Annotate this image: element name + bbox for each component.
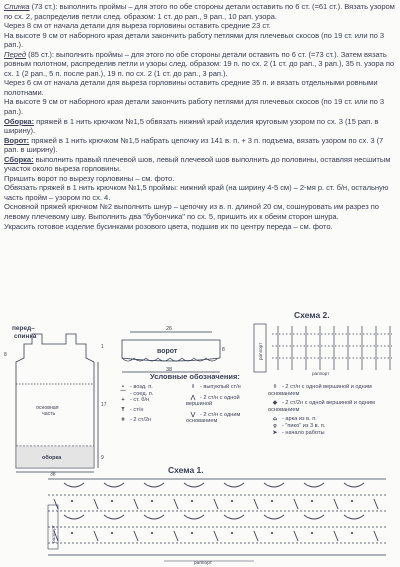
paragraph-text: (85 ст.): выполнить проймы – для этого по обе стороны детали оставить по 6 ст. (=73 ст.). Затем вязать ровным полотном, распределив петли и узоры след. образом: 19 п. по сх. 2 (1 ст. до рап., 3 рап.), 35 п. узора по сх. 1 (2 рап., 5 п. после рап.), 19 п. по сх. 2 (1 ст. до рап., 3 рап.). [4, 49, 395, 78]
dim-label: 8 [4, 352, 7, 358]
paragraph: Пришить ворот по вырезу горловины – см. фото. [4, 173, 175, 183]
legend-item [268, 384, 398, 397]
legend-column-1 [116, 384, 186, 424]
legend-title: Условные обозначения: [150, 372, 240, 381]
label-front-back-2: спинка [14, 333, 37, 340]
slip-stitch-icon: ⌒ [120, 390, 126, 397]
legend-item [186, 384, 260, 391]
cluster-base-icon: ⋁ [190, 411, 196, 418]
legend-item-label: - ст/н [130, 406, 144, 413]
cluster-top-icon: ⋀ [190, 394, 196, 401]
paragraph: Через 8 см от начала детали для выреза горловины оставить средние 23 ст. [4, 21, 271, 31]
legend-item-label: - 2 ст/2н [130, 417, 152, 424]
picot-icon: ϙ [273, 422, 277, 429]
label-ruffle: оборка [42, 455, 62, 461]
legend-column-2 [186, 384, 260, 425]
paragraph [4, 117, 397, 136]
schema2-title: Схема 2. [294, 310, 330, 320]
paragraph: Основной пряжей крючком №2 выполнить шнур – цепочку из в. п. длиной 20 см, сошнуровать им разрез по левому плечевому шву. Выполнить два "бубончика" по сх. 5, пришить их к обеим сторон шнура. [4, 202, 379, 222]
legend-item-label: - "пико" из 3 в. п. [282, 422, 326, 429]
legend-item [116, 407, 186, 414]
section-heading: Ворот: [4, 135, 30, 145]
dim-label: 38 [50, 471, 56, 476]
paragraph: На высоте 9 см от наборного края детали закончить работу петлями для плечевых скосов (по 19 ст. или по 3 рап.). [4, 97, 385, 117]
section-heading: Сборка: [4, 154, 34, 164]
instructions-text [4, 2, 397, 231]
schema1-diagram [44, 475, 390, 565]
legend-item-label: - арка из в. п. [282, 416, 317, 423]
legend-item [116, 384, 186, 391]
label-main: основная [36, 405, 59, 411]
paragraph: Через 6 см от начала детали для выреза горловины оставить средние 35 п. и вязать отдельными ровными полотнами. [4, 78, 378, 97]
single-crochet-icon: + [121, 397, 125, 404]
chain-dots [71, 500, 353, 534]
legend-item-label: - 2 ст/н с одной вершиной [186, 394, 240, 408]
paragraph-text: пряжей в 1 нить крючком №1,5 набрать цепочку из 141 в. п. + 3 п. подъема, вязать узором по сх. 3 (7 рап. в ширину). [4, 135, 384, 155]
stitch-chart [48, 479, 386, 555]
raised-stitch-icon: ł [192, 384, 194, 390]
collar-diagram [112, 320, 227, 375]
section-heading: Оборка: [4, 116, 35, 126]
legend-item [268, 416, 398, 423]
legend-column-3 [268, 384, 398, 436]
legend-item [116, 417, 186, 424]
dim-label: 9 [101, 455, 104, 461]
treble-crochet-icon: ǂ [121, 417, 125, 424]
dim-label: 26 [166, 326, 173, 332]
paragraph [4, 136, 397, 155]
legend-item [116, 397, 186, 404]
paragraph-text: пряжей в 1 нить крючком №1,5 обвязать нижний край изделия круговым узором по сх. 3 (15 рап. в ширину). [4, 116, 379, 136]
repeat-label: раппорт [312, 371, 330, 376]
label-front-back: перед– [12, 325, 35, 332]
pattern-diagram [2, 318, 110, 476]
legend-item-label: - выпуклый ст/н [200, 384, 241, 390]
dim-label: 8 [222, 347, 225, 353]
legend-item [268, 430, 398, 437]
dim-label: 38 [166, 367, 173, 373]
chain-arch-icon: ⌓ [272, 416, 278, 423]
legend-item-label: - ст. б/н [130, 397, 150, 404]
dim-label: 1 [101, 344, 104, 350]
legend-item-label: - 2 ст/н с одной вершиной и одним основанием [268, 384, 372, 397]
paragraph [4, 50, 397, 79]
schema2-diagram [252, 320, 398, 376]
section-heading: Перед [4, 49, 27, 59]
dim-label: 17 [101, 402, 107, 408]
section-heading: Спинка [4, 2, 30, 11]
repeat-label: раппорт [52, 525, 57, 543]
legend-item [116, 391, 186, 398]
schema1-title: Схема 1. [168, 465, 204, 475]
paragraph: Обвязать пряжей в 1 нить крючком №1,5 проймы: нижний край (на ширину 4-5 см) – 2-мя р. ст. б/н, остальную часть пройм – узором по сх. 4. [4, 183, 389, 202]
cluster-treble-icon: ◈ [272, 400, 278, 407]
legend-item [186, 412, 260, 425]
paragraph: На высоте 9 см от наборного края детали закончить работу петлями для плечевых скосов (по 19 ст. или по 3 рап.). [4, 30, 385, 50]
paragraph [4, 155, 397, 174]
repeat-label: раппорт [194, 561, 212, 565]
repeat-label: раппорт [258, 342, 263, 360]
paragraph-text: (73 ст.): выполнить проймы – для этого по обе стороны детали оставить по 6 ст. (=61 ст.). Вязать узором по сх. 2, распределив петли след. образом: 1 ст. до рап., 9 рап., 10 рап. узора. [4, 2, 395, 21]
paragraph: Украсить готовое изделие бусинками розового цвета, подшив их по центру переда – см. фото. [4, 221, 333, 231]
paragraph [4, 2, 397, 21]
legend-item-label: - 2 ст/н с одним основанием [186, 411, 241, 425]
stitch-grid [272, 326, 392, 370]
legend-item-label: - 2 ст/2н с одной вершиной и одним основанием [268, 400, 375, 413]
legend-item-label: - возд. п. [130, 384, 153, 390]
chain-stitch-icon: • [122, 384, 124, 390]
legend-item [268, 423, 398, 430]
label-collar: ворот [157, 348, 178, 355]
legend-item-label: - соед. п. [130, 390, 154, 397]
paragraph-text: выполнить правый плечевой шов, левый плечевой шов выполнить до половины, оставляя несшитым участок около выреза горловины. [4, 154, 391, 174]
legend-item-label: - начало работы [282, 429, 325, 436]
start-arrow-icon: ➤ [272, 429, 278, 436]
label-main-2: часть [42, 411, 56, 417]
legend-item [268, 400, 398, 413]
cluster-both-icon: ◊ [273, 384, 277, 390]
double-crochet-icon: Ŧ [121, 406, 125, 413]
legend-item [186, 395, 260, 408]
